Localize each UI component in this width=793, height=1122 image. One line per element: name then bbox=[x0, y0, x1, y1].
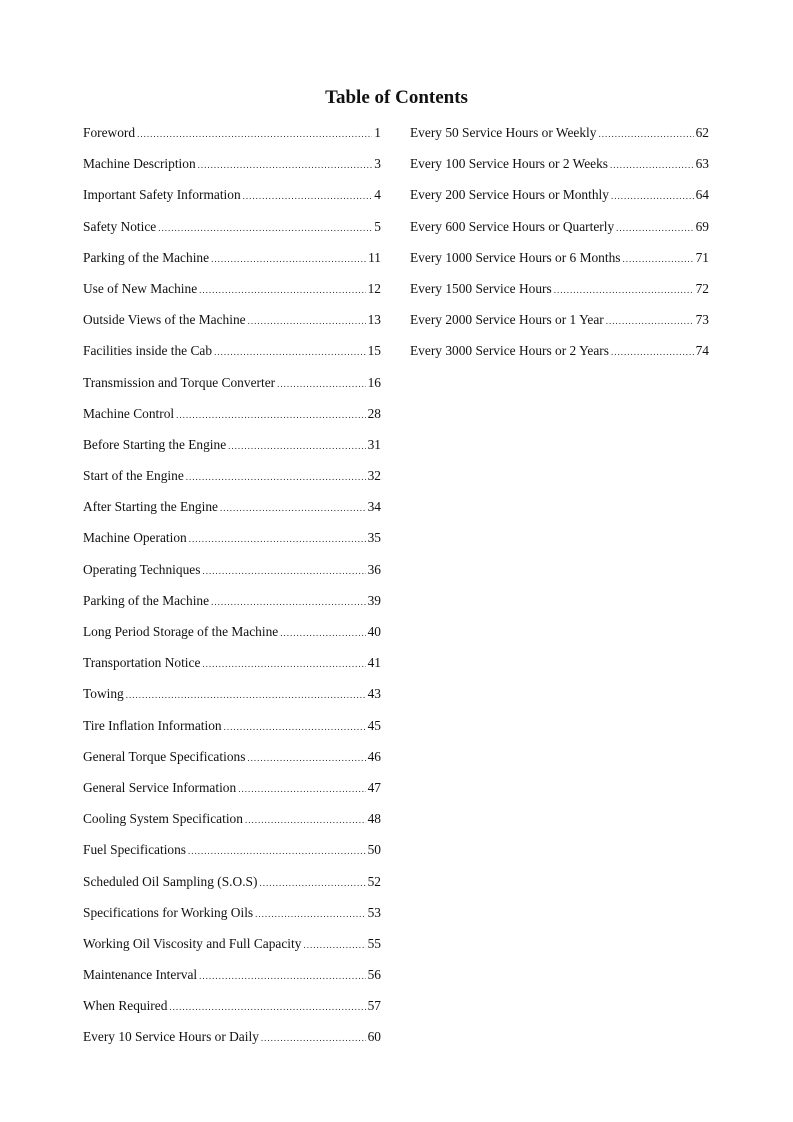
toc-entry-page-number: 28 bbox=[367, 405, 381, 421]
toc-dot-leader bbox=[158, 217, 372, 239]
toc-entry-page-number: 47 bbox=[367, 779, 381, 795]
toc-dot-leader bbox=[248, 310, 366, 332]
toc-entry-page-number: 3 bbox=[374, 156, 381, 172]
toc-dot-leader bbox=[611, 185, 694, 207]
toc-dot-leader bbox=[554, 279, 694, 301]
toc-entry-title: Working Oil Viscosity and Full Capacity bbox=[83, 935, 302, 951]
toc-entry-title: General Torque Specifications bbox=[83, 748, 246, 764]
toc-dot-leader bbox=[598, 123, 693, 145]
toc-entry-page-number: 4 bbox=[374, 187, 381, 203]
toc-dot-leader bbox=[137, 123, 372, 145]
toc-entry-page-number: 34 bbox=[367, 499, 381, 515]
toc-dot-leader bbox=[189, 528, 366, 550]
toc-entry-title: Every 1000 Service Hours or 6 Months bbox=[410, 249, 621, 265]
toc-entry[interactable] bbox=[83, 309, 381, 340]
toc-entry[interactable] bbox=[83, 590, 381, 621]
toc-dot-leader bbox=[202, 560, 365, 582]
toc-entry-title: Facilities inside the Cab bbox=[83, 343, 213, 359]
toc-entry[interactable] bbox=[83, 184, 381, 215]
toc-dot-leader bbox=[228, 435, 365, 457]
toc-entry[interactable] bbox=[83, 995, 381, 1026]
toc-dot-leader bbox=[243, 185, 373, 207]
toc-entry[interactable] bbox=[83, 527, 381, 558]
toc-entry-title: Maintenance Interval bbox=[83, 967, 198, 983]
toc-entry-page-number: 36 bbox=[367, 561, 381, 577]
toc-dot-leader bbox=[255, 903, 365, 925]
toc-entry-page-number: 31 bbox=[367, 436, 381, 452]
toc-dot-leader bbox=[611, 341, 694, 363]
toc-entry-page-number: 15 bbox=[367, 343, 381, 359]
toc-entry[interactable] bbox=[83, 372, 381, 403]
toc-entry[interactable] bbox=[83, 964, 381, 995]
toc-entry-title: General Service Information bbox=[83, 779, 237, 795]
toc-entry-title: Specifications for Working Oils bbox=[83, 904, 254, 920]
toc-dot-leader bbox=[303, 934, 365, 956]
toc-entry-page-number: 46 bbox=[367, 748, 381, 764]
toc-entry-title: Every 3000 Service Hours or 2 Years bbox=[410, 343, 609, 359]
toc-entry-page-number: 13 bbox=[367, 312, 381, 328]
toc-entry[interactable] bbox=[83, 247, 381, 278]
toc-entry[interactable] bbox=[410, 184, 709, 215]
toc-dot-leader bbox=[261, 1027, 366, 1049]
toc-entry-page-number: 43 bbox=[367, 686, 381, 702]
toc-entry-page-number: 62 bbox=[695, 125, 709, 140]
toc-entry[interactable] bbox=[83, 746, 381, 777]
toc-entry[interactable] bbox=[410, 153, 709, 184]
toc-entry[interactable] bbox=[83, 871, 381, 902]
toc-entry[interactable] bbox=[83, 683, 381, 714]
toc-dot-leader bbox=[211, 248, 366, 270]
toc-dot-leader bbox=[277, 373, 366, 395]
toc-entry[interactable] bbox=[83, 122, 381, 153]
toc-entry-page-number: 5 bbox=[374, 218, 381, 234]
toc-entry-page-number: 48 bbox=[367, 811, 381, 827]
toc-dot-leader bbox=[616, 217, 693, 239]
toc-dot-leader bbox=[199, 279, 365, 301]
toc-entry-page-number: 39 bbox=[367, 592, 381, 608]
toc-entry[interactable] bbox=[83, 465, 381, 496]
toc-entry-page-number: 55 bbox=[367, 935, 381, 951]
toc-entry[interactable] bbox=[83, 278, 381, 309]
toc-entry[interactable] bbox=[83, 902, 381, 933]
toc-entry-title: When Required bbox=[83, 998, 168, 1014]
toc-entry-title: Foreword bbox=[83, 125, 136, 140]
toc-entry-title: Tire Inflation Information bbox=[83, 717, 222, 733]
toc-entry-page-number: 71 bbox=[695, 249, 709, 265]
toc-entry-title: Parking of the Machine bbox=[83, 249, 210, 265]
toc-entry-page-number: 63 bbox=[695, 156, 709, 172]
toc-entry-page-number: 32 bbox=[367, 468, 381, 484]
toc-entry-title: Every 50 Service Hours or Weekly bbox=[410, 125, 597, 140]
toc-entry[interactable] bbox=[83, 652, 381, 683]
toc-dot-leader bbox=[202, 653, 365, 675]
toc-entry-title: Every 10 Service Hours or Daily bbox=[83, 1029, 259, 1045]
toc-entry[interactable] bbox=[410, 247, 709, 278]
toc-dot-leader bbox=[199, 965, 365, 987]
toc-dot-leader bbox=[186, 466, 366, 488]
toc-entry-page-number: 64 bbox=[695, 187, 709, 203]
toc-right-column bbox=[410, 122, 709, 372]
toc-entry-page-number: 53 bbox=[367, 904, 381, 920]
toc-entry-page-number: 56 bbox=[367, 967, 381, 983]
toc-entry[interactable] bbox=[83, 933, 381, 964]
toc-entry-title: Machine Operation bbox=[83, 530, 187, 546]
toc-entry-title: Parking of the Machine bbox=[83, 592, 210, 608]
toc-entry-title: Before Starting the Engine bbox=[83, 436, 227, 452]
toc-entry-page-number: 73 bbox=[695, 312, 709, 328]
toc-entry-page-number: 12 bbox=[367, 280, 381, 296]
toc-entry-page-number: 60 bbox=[367, 1029, 381, 1045]
toc-entry[interactable] bbox=[83, 340, 381, 371]
toc-entry-title: Scheduled Oil Sampling (S.O.S) bbox=[83, 873, 258, 889]
toc-entry[interactable] bbox=[83, 403, 381, 434]
toc-entry[interactable] bbox=[83, 808, 381, 839]
toc-entry-title: Towing bbox=[83, 686, 124, 702]
toc-entry[interactable] bbox=[83, 715, 381, 746]
toc-entry-title: Every 100 Service Hours or 2 Weeks bbox=[410, 156, 608, 172]
toc-entry[interactable] bbox=[83, 434, 381, 465]
toc-dot-leader bbox=[126, 684, 366, 706]
toc-dot-leader bbox=[188, 840, 366, 862]
toc-entry-title: Every 1500 Service Hours bbox=[410, 280, 552, 296]
toc-entry-title: Every 2000 Service Hours or 1 Year bbox=[410, 312, 604, 328]
toc-entry-page-number: 16 bbox=[367, 374, 381, 390]
toc-dot-leader bbox=[224, 716, 366, 738]
toc-entry[interactable] bbox=[83, 153, 381, 184]
toc-entry[interactable] bbox=[83, 216, 381, 247]
toc-entry-title: Every 200 Service Hours or Monthly bbox=[410, 187, 609, 203]
toc-entry-title: Machine Control bbox=[83, 405, 175, 421]
toc-entry-title: Transportation Notice bbox=[83, 655, 201, 671]
toc-dot-leader bbox=[214, 341, 366, 363]
toc-dot-leader bbox=[247, 747, 365, 769]
toc-entry[interactable] bbox=[410, 122, 709, 153]
toc-dot-leader bbox=[280, 622, 365, 644]
toc-dot-leader bbox=[238, 778, 365, 800]
toc-entry[interactable] bbox=[83, 1026, 381, 1057]
toc-entry-title: Important Safety Information bbox=[83, 187, 241, 203]
toc-entry[interactable] bbox=[410, 309, 709, 340]
toc-entry-title: Start of the Engine bbox=[83, 468, 184, 484]
toc-entry-title: After Starting the Engine bbox=[83, 499, 218, 515]
toc-entry-title: Long Period Storage of the Machine bbox=[83, 624, 279, 639]
toc-dot-leader bbox=[169, 996, 365, 1018]
toc-entry-page-number: 72 bbox=[695, 280, 709, 296]
toc-entry-page-number: 45 bbox=[367, 717, 381, 733]
toc-entry-page-number: 74 bbox=[695, 343, 709, 359]
toc-dot-leader bbox=[245, 809, 366, 831]
toc-entry[interactable] bbox=[83, 621, 381, 652]
toc-entry-page-number: 1 bbox=[374, 125, 381, 140]
toc-entry[interactable] bbox=[83, 559, 381, 590]
toc-entry[interactable] bbox=[83, 777, 381, 808]
toc-entry-page-number: 35 bbox=[367, 530, 381, 546]
toc-dot-leader bbox=[176, 404, 365, 426]
toc-entry-page-number: 57 bbox=[367, 998, 381, 1014]
toc-dot-leader bbox=[198, 154, 373, 176]
toc-entry-page-number: 50 bbox=[367, 842, 381, 858]
toc-entry-title: Operating Techniques bbox=[83, 561, 201, 577]
toc-left-column bbox=[83, 122, 381, 1058]
toc-entry-page-number: 69 bbox=[695, 218, 709, 234]
toc-dot-leader bbox=[259, 872, 365, 894]
toc-entry-page-number: 40 bbox=[367, 624, 381, 639]
toc-entry-title: Cooling System Specification bbox=[83, 811, 243, 827]
toc-entry-page-number: 11 bbox=[368, 249, 381, 265]
toc-entry-title: Machine Description bbox=[83, 156, 196, 172]
page-title: Table of Contents bbox=[325, 87, 468, 108]
toc-entry-title: Outside Views of the Machine bbox=[83, 312, 246, 328]
toc-dot-leader bbox=[606, 310, 694, 332]
toc-dot-leader bbox=[220, 497, 366, 519]
toc-entry-title: Use of New Machine bbox=[83, 280, 198, 296]
toc-entry[interactable] bbox=[83, 839, 381, 870]
toc-entry-page-number: 41 bbox=[367, 655, 381, 671]
toc-dot-leader bbox=[623, 248, 694, 270]
toc-dot-leader bbox=[211, 591, 366, 613]
toc-entry-page-number: 52 bbox=[367, 873, 381, 889]
toc-entry[interactable] bbox=[83, 496, 381, 527]
toc-entry-title: Transmission and Torque Converter bbox=[83, 374, 276, 390]
toc-dot-leader bbox=[610, 154, 694, 176]
toc-entry-title: Safety Notice bbox=[83, 218, 157, 234]
toc-entry-title: Every 600 Service Hours or Quarterly bbox=[410, 218, 615, 234]
toc-entry[interactable] bbox=[410, 278, 709, 309]
toc-entry[interactable] bbox=[410, 216, 709, 247]
toc-entry[interactable] bbox=[410, 340, 709, 371]
toc-entry-title: Fuel Specifications bbox=[83, 842, 187, 858]
